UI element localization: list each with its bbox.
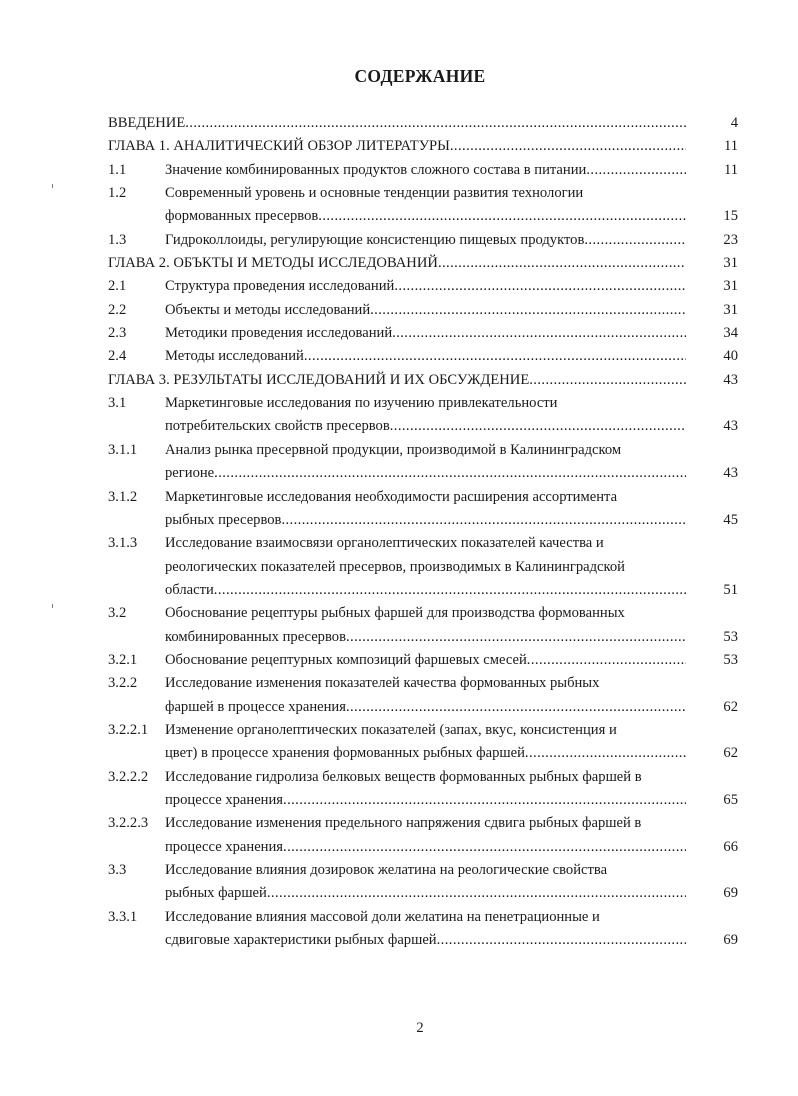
section-number xyxy=(108,556,165,579)
entry-text-wrap xyxy=(165,929,708,952)
page-ref xyxy=(708,602,738,625)
page-ref: 43 xyxy=(723,465,738,482)
entry-title: Исследование гидролиза белковых веществ формованных рыбных фаршей в xyxy=(165,768,642,785)
section-number: 3.2.2.2 xyxy=(108,768,149,785)
entry-text-wrap xyxy=(165,556,708,579)
toc-line xyxy=(108,929,738,952)
toc-entry[interactable] xyxy=(108,159,738,182)
toc-line xyxy=(108,205,738,228)
section-number: 2.2 xyxy=(108,301,127,318)
page-ref: 51 xyxy=(723,581,738,598)
page-ref: 4 xyxy=(730,115,738,131)
entry-text-wrap xyxy=(165,602,708,625)
toc-entry[interactable] xyxy=(108,345,738,368)
toc-line xyxy=(108,369,738,392)
entry-title: Маркетинговые исследования по изучению привлекательности xyxy=(165,395,558,412)
table-of-contents xyxy=(108,112,738,952)
scan-mark xyxy=(52,184,53,188)
toc-line xyxy=(108,345,738,368)
entry-text-wrap xyxy=(165,159,708,182)
entry-title: процессе хранения xyxy=(165,838,284,855)
toc-line xyxy=(108,672,738,695)
dot-leader xyxy=(584,229,686,252)
toc-entry[interactable] xyxy=(108,486,738,533)
page-ref: 23 xyxy=(723,231,738,248)
section-number: 3.1 xyxy=(108,395,127,412)
entry-text-wrap xyxy=(108,112,708,135)
page-ref: 69 xyxy=(723,932,738,949)
entry-title: Исследование изменения предельного напряжения сдвига рыбных фаршей в xyxy=(165,815,642,832)
section-number: 2.4 xyxy=(108,348,127,365)
section-number: 3.3 xyxy=(108,862,127,878)
entry-text-wrap xyxy=(108,369,708,392)
entry-text-wrap xyxy=(165,789,708,812)
toc-entry[interactable] xyxy=(108,229,738,252)
toc-line xyxy=(108,462,738,485)
dot-leader xyxy=(214,462,686,485)
entry-text-wrap xyxy=(165,205,708,228)
entry-title: области xyxy=(165,581,214,598)
toc-line xyxy=(108,906,738,929)
toc-entry[interactable] xyxy=(108,766,738,813)
toc-entry[interactable] xyxy=(108,275,738,298)
toc-line xyxy=(108,112,738,135)
entry-title: рыбных пресервов xyxy=(165,511,282,528)
entry-title: ГЛАВА 3. РЕЗУЛЬТАТЫ ИССЛЕДОВАНИЙ И ИХ ОБСУЖДЕНИЕ xyxy=(108,371,530,388)
dot-leader xyxy=(346,626,686,649)
entry-text-wrap xyxy=(165,696,708,719)
toc-line xyxy=(108,812,738,835)
section-number: 1.3 xyxy=(108,231,127,248)
toc-line xyxy=(108,322,738,345)
entry-title: цвет) в процессе хранения формованных рыбных фаршей xyxy=(165,745,525,762)
page-ref xyxy=(708,812,738,835)
page-ref xyxy=(708,486,738,509)
toc-chapter[interactable] xyxy=(108,112,738,135)
entry-text-wrap xyxy=(165,719,708,742)
section-number: 3.3.1 xyxy=(108,908,138,925)
section-number: 3.2.2.3 xyxy=(108,815,149,832)
entry-text-wrap xyxy=(165,322,708,345)
toc-line xyxy=(108,882,738,905)
toc-line xyxy=(108,509,738,532)
page-ref: 15 xyxy=(723,208,738,225)
entry-text-wrap xyxy=(165,509,708,532)
entry-text-wrap xyxy=(165,532,708,555)
page-ref xyxy=(708,532,738,555)
section-number xyxy=(108,882,165,905)
dot-leader xyxy=(281,509,686,532)
entry-title: Структура проведения исследований xyxy=(165,278,395,295)
section-number xyxy=(108,836,165,859)
page-ref xyxy=(708,719,738,742)
section-number xyxy=(108,696,165,719)
page-ref xyxy=(708,182,738,205)
dot-leader xyxy=(304,345,686,368)
entry-title: ГЛАВА 1. АНАЛИТИЧЕСКИЙ ОБЗОР ЛИТЕРАТУРЫ xyxy=(108,138,450,155)
section-number xyxy=(108,579,165,602)
section-number xyxy=(108,415,165,438)
toc-line xyxy=(108,159,738,182)
toc-line xyxy=(108,859,738,882)
page-ref: 11 xyxy=(723,161,738,178)
entry-title: Объекты и методы исследований xyxy=(165,301,371,318)
toc-entry[interactable] xyxy=(108,439,738,486)
section-number: 3.1.2 xyxy=(108,488,138,505)
entry-title: ВВЕДЕНИЕ xyxy=(108,115,186,131)
entry-text-wrap xyxy=(165,742,708,765)
page-ref xyxy=(708,439,738,462)
page-ref: 45 xyxy=(723,511,738,528)
entry-title: Методы исследований xyxy=(165,348,304,365)
toc-line xyxy=(108,789,738,812)
toc-entry[interactable] xyxy=(108,299,738,322)
entry-title: Исследование изменения показателей качества формованных рыбных xyxy=(165,675,600,692)
dot-leader xyxy=(525,742,686,765)
entry-title: Обоснование рецептурных композиций фаршевых смесей xyxy=(165,651,527,668)
toc-line xyxy=(108,229,738,252)
toc-line xyxy=(108,135,738,158)
page-ref: 11 xyxy=(723,138,738,155)
dot-leader xyxy=(283,789,686,812)
page-ref: 69 xyxy=(723,885,738,902)
toc-line xyxy=(108,299,738,322)
entry-title: Анализ рынка пресервной продукции, производимой в Калининградском xyxy=(165,441,622,458)
toc-line xyxy=(108,486,738,509)
dot-leader xyxy=(392,322,686,345)
toc-chapter[interactable] xyxy=(108,135,738,158)
page-ref: 40 xyxy=(723,348,738,365)
section-number xyxy=(108,205,165,228)
section-number: 2.1 xyxy=(108,278,127,295)
page-ref: 34 xyxy=(723,325,738,342)
toc-line xyxy=(108,556,738,579)
toc-line xyxy=(108,766,738,789)
entry-title: Исследование влияния дозировок желатина на реологические свойства xyxy=(165,862,608,878)
entry-text-wrap xyxy=(165,345,708,368)
entry-text-wrap xyxy=(165,415,708,438)
entry-text-wrap xyxy=(165,906,708,929)
page-ref: 43 xyxy=(723,371,738,388)
toc-line xyxy=(108,415,738,438)
entry-text-wrap xyxy=(165,439,708,462)
page-ref xyxy=(708,672,738,695)
page-ref: 43 xyxy=(723,418,738,435)
page-ref: 53 xyxy=(723,651,738,668)
section-number: 3.2.2.1 xyxy=(108,721,149,738)
entry-title: фаршей в процессе хранения xyxy=(165,698,346,715)
toc-line xyxy=(108,579,738,602)
page-ref: 31 xyxy=(723,278,738,295)
toc-entry[interactable] xyxy=(108,532,738,602)
toc-entry[interactable] xyxy=(108,182,738,229)
page-number: 2 xyxy=(416,1020,424,1036)
entry-text-wrap xyxy=(165,299,708,322)
toc-entry[interactable] xyxy=(108,392,738,439)
section-number: 1.2 xyxy=(108,185,127,202)
toc-line xyxy=(108,182,738,205)
toc-entry[interactable] xyxy=(108,859,738,906)
entry-text-wrap xyxy=(165,836,708,859)
page-ref xyxy=(708,906,738,929)
page-ref xyxy=(708,556,738,579)
page-ref: 62 xyxy=(723,698,738,715)
page-ref xyxy=(708,766,738,789)
entry-title: реологических показателей пресервов, производимых в Калининградской xyxy=(165,558,625,575)
entry-text-wrap xyxy=(165,579,708,602)
toc-line xyxy=(108,649,738,672)
entry-title: Исследование взаимосвязи органолептических показателей качества и xyxy=(165,535,604,552)
page-ref: 66 xyxy=(723,838,738,855)
toc-entry[interactable] xyxy=(108,602,738,649)
entry-title: Гидроколлоиды, регулирующие консистенцию пищевых продуктов xyxy=(165,231,585,248)
dot-leader xyxy=(214,579,686,602)
entry-title: комбинированных пресервов xyxy=(165,628,346,645)
toc-entry[interactable] xyxy=(108,672,738,719)
entry-text-wrap xyxy=(165,859,708,882)
section-number: 3.1.1 xyxy=(108,441,138,458)
entry-text-wrap xyxy=(108,135,708,158)
entry-text-wrap xyxy=(165,812,708,835)
page-ref: 65 xyxy=(723,791,738,808)
section-number: 3.2.2 xyxy=(108,675,138,692)
section-number: 1.1 xyxy=(108,161,127,178)
entry-text-wrap xyxy=(165,462,708,485)
entry-title: Методики проведения исследований xyxy=(165,325,393,342)
entry-text-wrap xyxy=(165,392,708,415)
dot-leader xyxy=(586,159,686,182)
section-number: 3.2.1 xyxy=(108,651,138,668)
entry-text-wrap xyxy=(165,672,708,695)
page-title: СОДЕРЖАНИЕ xyxy=(354,66,486,86)
entry-text-wrap xyxy=(165,486,708,509)
toc-line xyxy=(108,275,738,298)
entry-title: формованных пресервов xyxy=(165,208,319,225)
entry-text-wrap xyxy=(165,882,708,905)
toc-line xyxy=(108,626,738,649)
dot-leader xyxy=(267,882,686,905)
entry-text-wrap xyxy=(165,229,708,252)
dot-leader xyxy=(185,112,686,135)
section-number: 3.1.3 xyxy=(108,535,138,552)
section-number xyxy=(108,929,165,952)
dot-leader xyxy=(283,836,686,859)
entry-title: регионе xyxy=(165,465,215,482)
page-ref: 31 xyxy=(723,255,738,272)
dot-leader xyxy=(346,696,686,719)
toc-line xyxy=(108,602,738,625)
toc-line xyxy=(108,532,738,555)
toc-entry[interactable] xyxy=(108,649,738,672)
entry-title: ГЛАВА 2. ОБЪКТЫ И МЕТОДЫ ИССЛЕДОВАНИЙ xyxy=(108,255,438,272)
section-number xyxy=(108,789,165,812)
section-number: 3.2 xyxy=(108,605,127,622)
section-number xyxy=(108,742,165,765)
dot-leader xyxy=(437,929,686,952)
entry-text-wrap xyxy=(108,252,708,275)
dot-leader xyxy=(527,649,686,672)
entry-title: рыбных фаршей xyxy=(165,885,267,902)
toc-line xyxy=(108,696,738,719)
dot-leader xyxy=(394,275,686,298)
section-number: 2.3 xyxy=(108,325,127,342)
dot-leader xyxy=(370,299,686,322)
toc-line xyxy=(108,392,738,415)
section-number xyxy=(108,509,165,532)
toc-entry[interactable] xyxy=(108,322,738,345)
entry-text-wrap xyxy=(165,182,708,205)
entry-title: сдвиговые характеристики рыбных фаршей xyxy=(165,932,437,949)
entry-title: Обоснование рецептуры рыбных фаршей для производства формованных xyxy=(165,605,625,622)
entry-title: Значение комбинированных продуктов сложного состава в питании xyxy=(165,161,587,178)
entry-title: Маркетинговые исследования необходимости расширения ассортимента xyxy=(165,488,618,505)
entry-title: Изменение органолептических показателей (запах, вкус, консистенция и xyxy=(165,721,617,738)
page-ref xyxy=(708,859,738,882)
dot-leader xyxy=(450,135,686,158)
page-ref: 31 xyxy=(723,301,738,318)
toc-line xyxy=(108,836,738,859)
toc-chapter[interactable] xyxy=(108,369,738,392)
toc-line xyxy=(108,719,738,742)
dot-leader xyxy=(529,369,686,392)
toc-chapter[interactable] xyxy=(108,252,738,275)
dot-leader xyxy=(318,205,686,228)
dot-leader xyxy=(390,415,686,438)
entry-text-wrap xyxy=(165,766,708,789)
entry-title: Современный уровень и основные тенденции развития технологии xyxy=(165,185,584,202)
entry-title: процессе хранения xyxy=(165,791,284,808)
page-ref xyxy=(708,392,738,415)
section-number xyxy=(108,626,165,649)
entry-title: Исследование влияния массовой доли желатина на пенетрационные и xyxy=(165,908,600,925)
entry-title: потребительских свойств пресервов xyxy=(165,418,390,435)
toc-entry[interactable] xyxy=(108,719,738,766)
toc-line xyxy=(108,252,738,275)
entry-text-wrap xyxy=(165,649,708,672)
entry-text-wrap xyxy=(165,626,708,649)
entry-text-wrap xyxy=(165,275,708,298)
page-ref: 53 xyxy=(723,628,738,645)
toc-entry[interactable] xyxy=(108,906,738,953)
section-number xyxy=(108,462,165,485)
toc-line xyxy=(108,439,738,462)
toc-line xyxy=(108,742,738,765)
toc-entry[interactable] xyxy=(108,812,738,859)
page-ref: 62 xyxy=(723,745,738,762)
scan-mark xyxy=(52,604,53,608)
dot-leader xyxy=(438,252,686,275)
